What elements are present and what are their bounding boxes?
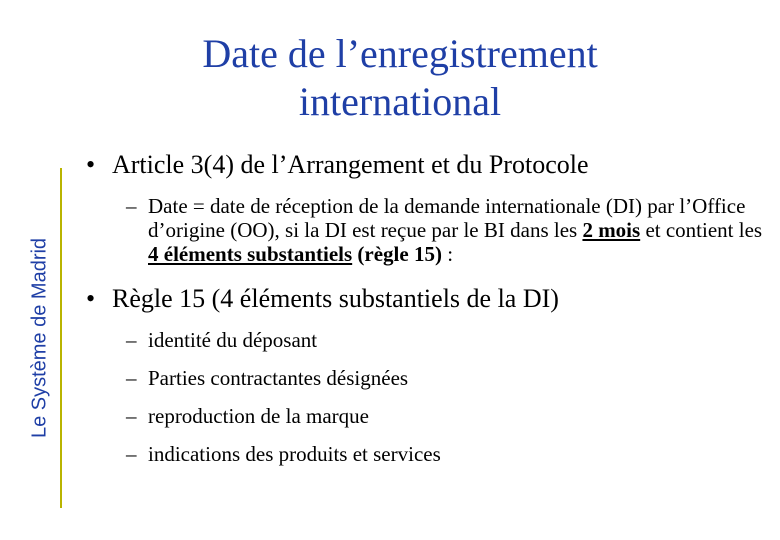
dash-marker: – bbox=[126, 366, 137, 390]
sub-item-text: identité du déposant bbox=[148, 328, 318, 352]
sub-item bbox=[126, 328, 776, 352]
bullet-marker: • bbox=[86, 284, 96, 313]
sub-item-text: indications des produits et services bbox=[148, 442, 441, 466]
bullet-text: Règle 15 (4 éléments substantiels de la DI) bbox=[112, 284, 559, 313]
rule-reference: (règle 15) bbox=[357, 242, 442, 266]
sub-list bbox=[86, 328, 776, 466]
text-segment: Date = date de réception de la demande internationale (DI) par l’Office d’origine (OO), si la DI est reçue par le BI dans les bbox=[148, 194, 746, 242]
sub-item-text: reproduction de la marque bbox=[148, 404, 369, 428]
sub-item-text: Parties contractantes désignées bbox=[148, 366, 409, 390]
sub-item bbox=[126, 366, 776, 390]
dash-marker: – bbox=[126, 328, 137, 352]
sub-item bbox=[126, 404, 776, 428]
sub-item bbox=[126, 194, 776, 266]
dash-marker: – bbox=[126, 404, 137, 428]
emphasis-segment: 4 éléments substantiels bbox=[148, 242, 353, 266]
bullet-text: Article 3(4) de l’Arrangement et du Protocole bbox=[112, 150, 589, 179]
dash-marker: – bbox=[126, 442, 137, 466]
sub-item bbox=[126, 442, 776, 466]
emphasis-segment: 2 mois bbox=[582, 218, 641, 242]
sub-list bbox=[86, 194, 776, 266]
bullet-marker: • bbox=[86, 150, 96, 179]
text-segment: : bbox=[441, 242, 454, 266]
sub-item-text bbox=[148, 194, 776, 266]
slide-title: Date de l’enregistrement international bbox=[202, 31, 598, 124]
bullet-item bbox=[86, 150, 776, 180]
dash-marker: – bbox=[126, 194, 137, 218]
text-segment: et contient les bbox=[640, 218, 763, 242]
bullet-item bbox=[86, 284, 776, 314]
slide-content bbox=[86, 150, 776, 484]
side-label: Le Système de Madrid bbox=[28, 237, 51, 439]
